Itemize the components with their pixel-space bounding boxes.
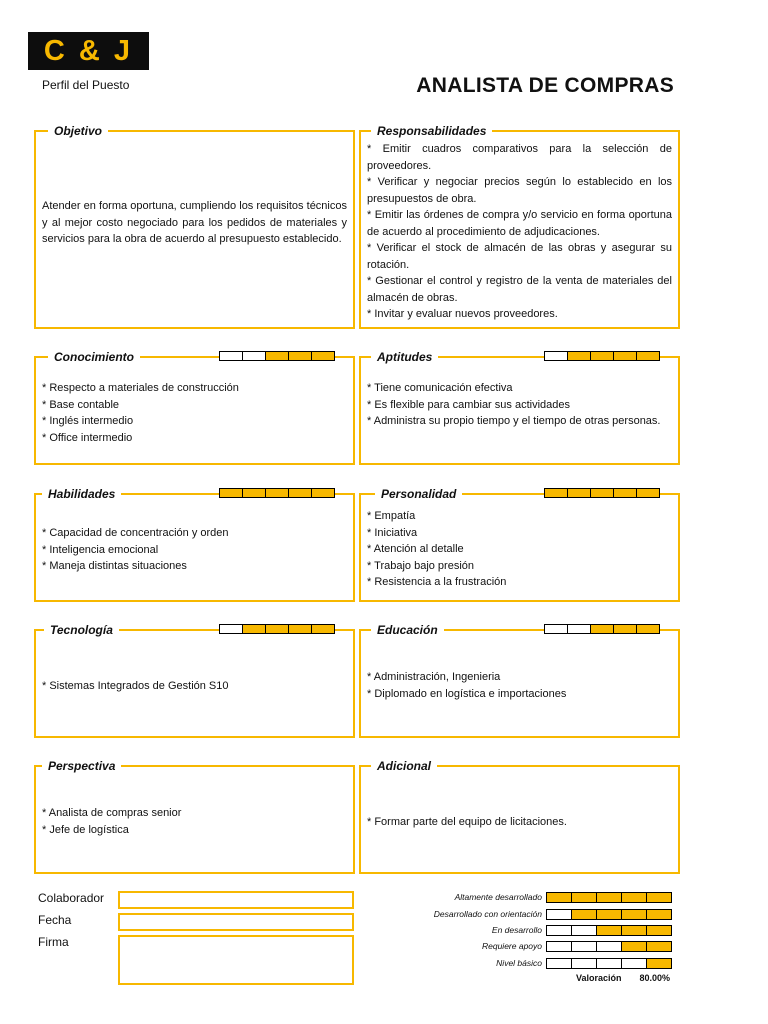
educacion-box <box>359 623 680 738</box>
rating-cell-filled <box>646 958 672 969</box>
valoracion-value: 80.00% <box>639 973 670 983</box>
list-item: * Administra su propio tiempo y el tiempo de otras personas. <box>367 415 661 427</box>
list-item: * Trabajo bajo presión <box>367 559 475 572</box>
rating-cell-filled <box>265 351 289 361</box>
list-item: * Formar parte del equipo de licitaciones. <box>367 816 567 828</box>
habilidades-list <box>42 525 347 575</box>
rating-cell-filled <box>311 488 335 498</box>
page-subtitle: Perfil del Puesto <box>42 78 130 92</box>
aptitudes-list <box>367 380 672 430</box>
list-item: * Es flexible para cambiar sus actividades <box>367 398 570 411</box>
legend-scale <box>546 941 672 952</box>
rating-cell-empty <box>546 941 572 952</box>
firma-label: Firma <box>38 935 69 949</box>
rating-cell-filled <box>567 488 591 498</box>
adicional-list <box>367 814 672 831</box>
educacion-list <box>367 669 672 702</box>
rating-cell-filled <box>621 909 647 920</box>
rating-cell-filled <box>571 892 597 903</box>
rating-cell-filled <box>621 925 647 936</box>
list-item: * Gestionar el control y registro de la venta de materiales del almacén de obras. <box>367 275 672 304</box>
aptitudes-label: Aptitudes <box>371 349 438 365</box>
perspectiva-label: Perspectiva <box>42 758 121 774</box>
list-item: * Iniciativa <box>367 526 418 539</box>
rating-cell-filled <box>311 624 335 634</box>
valoracion <box>576 973 670 983</box>
adicional-label: Adicional <box>371 758 437 774</box>
list-item: * Resistencia a la frustración <box>367 576 507 588</box>
habilidades-rating <box>219 488 335 498</box>
rating-cell-filled <box>621 941 647 952</box>
list-item: * Inteligencia emocional <box>42 543 159 556</box>
list-item: * Capacidad de concentración y orden <box>42 527 229 539</box>
list-item: * Emitir cuadros comparativos para la selección de proveedores. <box>367 143 672 172</box>
rating-cell-filled <box>646 909 672 920</box>
perspectiva-box <box>34 759 355 874</box>
company-logo: C & J <box>28 32 149 70</box>
list-item: * Diplomado en logística e importaciones <box>367 687 567 700</box>
personalidad-box <box>359 487 680 602</box>
rating-cell-empty <box>546 909 572 920</box>
rating-cell-filled <box>596 925 622 936</box>
rating-cell-empty <box>546 958 572 969</box>
personalidad-label: Personalidad <box>375 486 462 502</box>
list-item: * Empatía <box>367 510 416 522</box>
rating-cell-filled <box>219 488 243 498</box>
rating-cell-filled <box>546 892 572 903</box>
rating-cell-empty <box>567 624 591 634</box>
legend-label: En desarrollo <box>491 925 542 935</box>
list-item: * Analista de compras senior <box>42 807 182 819</box>
rating-cell-filled <box>311 351 335 361</box>
legend-label: Nivel básico <box>496 958 542 968</box>
list-item: * Verificar y negociar precios según lo establecido en los presupuestos de obra. <box>367 176 672 205</box>
valoracion-label: Valoración <box>575 973 622 983</box>
conocimiento-rating <box>219 351 335 361</box>
rating-cell-filled <box>646 925 672 936</box>
legend-row <box>492 924 672 936</box>
rating-cell-empty <box>621 958 647 969</box>
colaborador-field[interactable] <box>118 891 354 909</box>
rating-cell-empty <box>219 351 243 361</box>
colaborador-label: Colaborador <box>38 891 105 905</box>
list-item: * Invitar y evaluar nuevos proveedores. <box>367 308 558 320</box>
objetivo-text: Atender en forma oportuna, cumpliendo los requisitos técnicos y al mejor costo negociado para los pedidos de materiales y servicios para la obra de acuerdo al presupuesto establecido. <box>42 200 347 245</box>
legend-scale <box>546 892 672 903</box>
rating-cell-empty <box>571 958 597 969</box>
list-item: * Verificar el stock de almacén de las obras y asegurar su rotación. <box>367 242 672 271</box>
rating-cell-filled <box>613 624 637 634</box>
tecnologia-list <box>42 678 347 695</box>
legend-scale <box>546 925 672 936</box>
rating-cell-empty <box>219 624 243 634</box>
rating-cell-filled <box>621 892 647 903</box>
legend-row <box>482 940 672 952</box>
habilidades-label: Habilidades <box>42 486 121 502</box>
rating-cell-filled <box>590 488 614 498</box>
responsabilidades-list <box>367 141 672 323</box>
rating-cell-filled <box>613 351 637 361</box>
list-item: * Respecto a materiales de construcción <box>42 382 239 394</box>
rating-cell-filled <box>544 488 568 498</box>
rating-cell-filled <box>567 351 591 361</box>
list-item: * Tiene comunicación efectiva <box>367 382 513 394</box>
tecnologia-rating <box>219 624 335 634</box>
rating-cell-filled <box>596 892 622 903</box>
list-item: * Base contable <box>42 398 120 411</box>
fecha-label: Fecha <box>38 913 72 927</box>
rating-cell-filled <box>646 892 672 903</box>
firma-field[interactable] <box>118 935 354 985</box>
aptitudes-box <box>359 350 680 465</box>
rating-cell-filled <box>636 624 660 634</box>
rating-cell-filled <box>636 351 660 361</box>
rating-cell-empty <box>596 958 622 969</box>
conocimiento-list <box>42 380 347 446</box>
objetivo-box <box>34 124 355 329</box>
legend-row <box>455 891 672 903</box>
list-item: * Jefe de logística <box>42 823 129 836</box>
rating-cell-filled <box>646 941 672 952</box>
rating-cell-filled <box>596 909 622 920</box>
rating-cell-empty <box>571 941 597 952</box>
list-item: * Atención al detalle <box>367 543 464 555</box>
rating-cell-filled <box>242 624 266 634</box>
legend-row <box>496 957 672 969</box>
rating-cell-filled <box>265 624 289 634</box>
aptitudes-rating <box>544 351 660 361</box>
rating-cell-empty <box>544 351 568 361</box>
list-item: * Emitir las órdenes de compra y/o servicio en forma oportuna de acuerdo al procedimiento de adjudicaciones. <box>367 209 672 238</box>
personalidad-rating <box>544 488 660 498</box>
responsabilidades-box <box>359 124 680 329</box>
educacion-label: Educación <box>371 622 444 638</box>
rating-cell-filled <box>613 488 637 498</box>
tecnologia-box <box>34 623 355 738</box>
rating-cell-empty <box>242 351 266 361</box>
rating-cell-filled <box>265 488 289 498</box>
educacion-rating <box>544 624 660 634</box>
rating-cell-empty <box>546 925 572 936</box>
habilidades-box <box>34 487 355 602</box>
legend-scale <box>546 958 672 969</box>
rating-cell-filled <box>636 488 660 498</box>
rating-cell-filled <box>288 351 312 361</box>
legend-scale <box>546 909 672 920</box>
list-item: * Sistemas Integrados de Gestión S10 <box>42 680 229 692</box>
fecha-field[interactable] <box>118 913 354 931</box>
rating-cell-filled <box>288 488 312 498</box>
legend-row <box>434 908 672 920</box>
legend-label: Altamente desarrollado <box>454 892 542 902</box>
legend-label: Requiere apoyo <box>481 941 542 951</box>
rating-cell-filled <box>288 624 312 634</box>
list-item: * Administración, Ingenieria <box>367 671 501 683</box>
list-item: * Inglés intermedio <box>42 415 134 427</box>
objetivo-label: Objetivo <box>48 123 108 139</box>
page-title: ANALISTA DE COMPRAS <box>416 74 674 97</box>
legend-label: Desarrollado con orientación <box>433 909 542 919</box>
rating-cell-empty <box>596 941 622 952</box>
conocimiento-box <box>34 350 355 465</box>
perspectiva-list <box>42 805 347 838</box>
personalidad-list <box>367 508 672 591</box>
rating-cell-empty <box>571 925 597 936</box>
responsabilidades-label: Responsabilidades <box>371 123 492 139</box>
list-item: * Maneja distintas situaciones <box>42 560 187 572</box>
rating-cell-empty <box>544 624 568 634</box>
list-item: * Office intermedio <box>42 431 133 444</box>
rating-cell-filled <box>242 488 266 498</box>
tecnologia-label: Tecnología <box>44 622 119 638</box>
rating-cell-filled <box>571 909 597 920</box>
conocimiento-label: Conocimiento <box>48 349 140 365</box>
adicional-box <box>359 759 680 874</box>
rating-cell-filled <box>590 351 614 361</box>
rating-cell-filled <box>590 624 614 634</box>
